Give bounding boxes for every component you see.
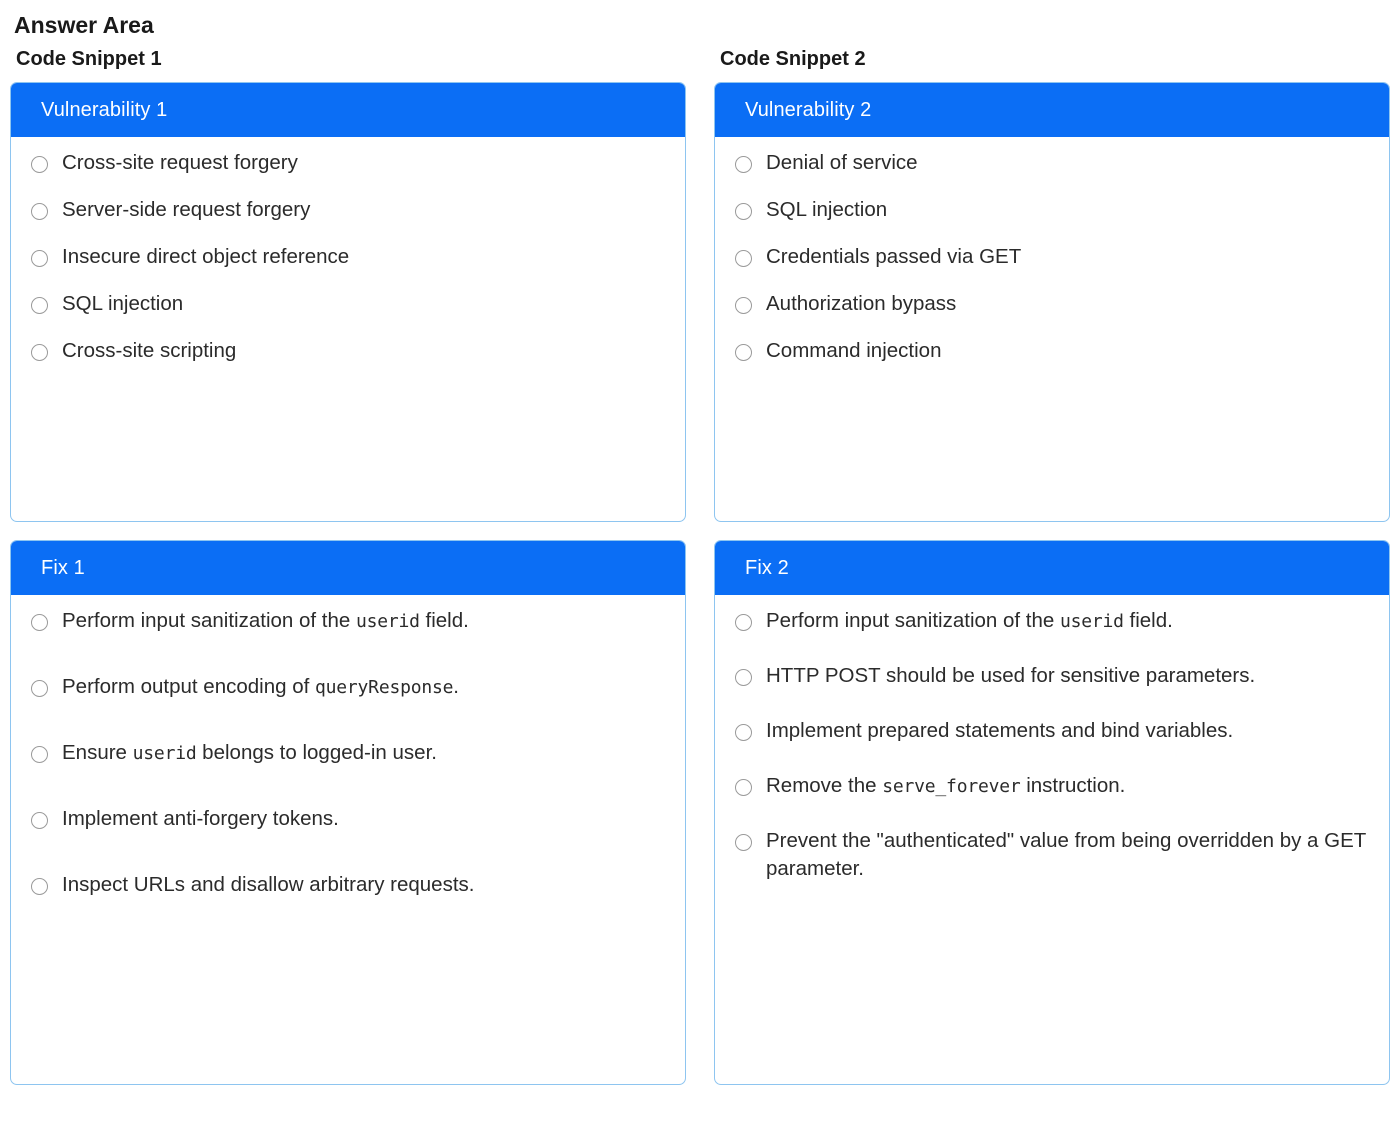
- option-row[interactable]: [31, 607, 669, 636]
- vulnerability-2-header: Vulnerability 2: [715, 83, 1389, 137]
- fix-1-options: [11, 595, 685, 922]
- option-label: Prevent the "authenticated" value from being overridden by a GET parameter.: [766, 829, 1366, 880]
- option-row[interactable]: [735, 149, 1373, 177]
- vulnerability-2-card: [714, 82, 1390, 522]
- option-row[interactable]: [31, 290, 669, 318]
- radio-icon[interactable]: [735, 614, 752, 631]
- radio-icon[interactable]: [31, 156, 48, 173]
- option-label: Insecure direct object reference: [62, 245, 350, 268]
- radio-icon[interactable]: [31, 297, 48, 314]
- radio-icon[interactable]: [31, 614, 48, 631]
- answer-area-title: Answer Area: [14, 12, 154, 38]
- radio-icon[interactable]: [31, 812, 48, 829]
- column-code-snippet-2: [714, 46, 1390, 1103]
- option-row[interactable]: [31, 739, 669, 768]
- radio-icon[interactable]: [31, 680, 48, 697]
- radio-icon[interactable]: [735, 156, 752, 173]
- option-label: Remove the serve_forever instruction.: [766, 774, 1126, 797]
- fix-1-card: [10, 540, 686, 1085]
- option-row[interactable]: [31, 871, 669, 900]
- option-label: Implement anti-forgery tokens.: [62, 807, 339, 830]
- option-label: Ensure userid belongs to logged-in user.: [62, 741, 437, 764]
- fix-1-header: Fix 1: [11, 541, 685, 595]
- radio-icon[interactable]: [735, 779, 752, 796]
- radio-icon[interactable]: [31, 746, 48, 763]
- radio-icon[interactable]: [735, 724, 752, 741]
- column-heading-2: Code Snippet 2: [720, 48, 866, 70]
- option-label: Authorization bypass: [766, 292, 957, 315]
- option-label: HTTP POST should be used for sensitive parameters.: [766, 664, 1256, 687]
- vulnerability-1-options: [11, 137, 685, 387]
- option-label: SQL injection: [766, 198, 888, 221]
- fix-2-options: [715, 595, 1389, 906]
- option-label: Implement prepared statements and bind variables.: [766, 719, 1234, 742]
- option-label: Inspect URLs and disallow arbitrary requests.: [62, 873, 475, 896]
- vulnerability-1-header: Vulnerability 1: [11, 83, 685, 137]
- radio-icon[interactable]: [735, 297, 752, 314]
- radio-icon[interactable]: [735, 344, 752, 361]
- option-row[interactable]: [735, 827, 1373, 884]
- option-label: SQL injection: [62, 292, 184, 315]
- option-row[interactable]: [735, 290, 1373, 318]
- option-row[interactable]: [31, 196, 669, 224]
- option-label: Credentials passed via GET: [766, 245, 1022, 268]
- option-row[interactable]: [735, 243, 1373, 271]
- option-row[interactable]: [31, 805, 669, 834]
- radio-icon[interactable]: [735, 834, 752, 851]
- snippet-columns: [10, 46, 1390, 1103]
- fix-2-header: Fix 2: [715, 541, 1389, 595]
- option-label: Denial of service: [766, 151, 918, 174]
- option-row[interactable]: [735, 196, 1373, 224]
- option-label: Perform input sanitization of the userid field.: [62, 609, 469, 632]
- option-label: Server-side request forgery: [62, 198, 311, 221]
- option-row[interactable]: [735, 662, 1373, 691]
- option-label: Perform output encoding of queryResponse.: [62, 675, 459, 698]
- option-label: Command injection: [766, 339, 942, 362]
- option-row[interactable]: [735, 772, 1373, 801]
- option-label: Cross-site scripting: [62, 339, 237, 362]
- vulnerability-2-options: [715, 137, 1389, 387]
- radio-icon[interactable]: [735, 203, 752, 220]
- option-row[interactable]: [31, 673, 669, 702]
- option-row[interactable]: [735, 337, 1373, 365]
- radio-icon[interactable]: [735, 250, 752, 267]
- option-label: Perform input sanitization of the userid field.: [766, 609, 1173, 632]
- radio-icon[interactable]: [31, 250, 48, 267]
- option-label: Cross-site request forgery: [62, 151, 298, 174]
- radio-icon[interactable]: [31, 878, 48, 895]
- option-row[interactable]: [31, 149, 669, 177]
- radio-icon[interactable]: [735, 669, 752, 686]
- column-code-snippet-1: [10, 46, 686, 1103]
- radio-icon[interactable]: [31, 203, 48, 220]
- vulnerability-1-card: [10, 82, 686, 522]
- option-row[interactable]: [735, 607, 1373, 636]
- radio-icon[interactable]: [31, 344, 48, 361]
- option-row[interactable]: [31, 243, 669, 271]
- option-row[interactable]: [31, 337, 669, 365]
- option-row[interactable]: [735, 717, 1373, 746]
- column-heading-1: Code Snippet 1: [16, 48, 162, 70]
- fix-2-card: [714, 540, 1390, 1085]
